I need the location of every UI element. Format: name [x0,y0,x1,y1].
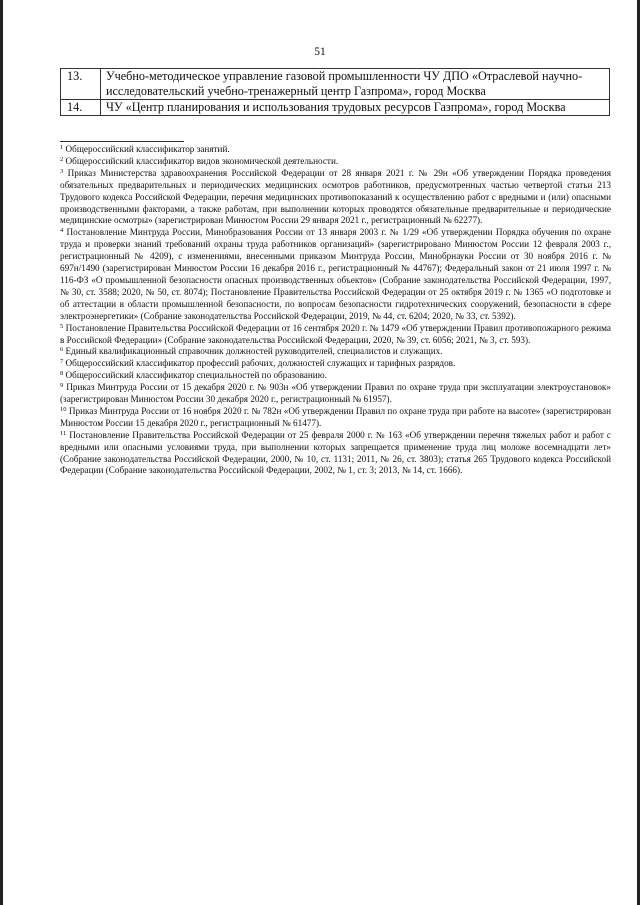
footnote-mark: 3 [60,167,64,175]
footnote [60,168,611,228]
footnote-text: Приказ Минтруда России от 16 ноября 2020 г. № 782н «Об утверждении Правил по охране труда при работе на высоте» (зарегистрирован Минюстом России 15 декабря 2020 г., регистрационный № 61477). [60,405,612,428]
row-number: 14. [61,100,101,116]
footnote-text: Приказ Министерства здравоохранения Российской Федерации от 28 января 2021 г. № 29н «Об утверждении Порядка проведения обязательных предварительных и периодических медицинских осмотров работников, предусмотренных частью четвертой статьи 213 Трудового кодекса Российской Федерации, перечня медицинских противопоказаний к осуществлению работ с вредными и (или) опасными производственными факторами, а также работам, при выполнении которых проводятся обязательные предварительные и периодические медицинские осмотры» (зарегистрирован Минюстом России 29 января 2021 г., регистрационный № 62277). [60,167,612,226]
table-row [61,100,610,116]
footnote [60,358,611,370]
organizations-table [60,68,610,116]
footnote-mark: 5 [60,322,64,330]
footnote-separator [60,141,184,142]
row-number: 13. [61,69,101,100]
row-text: ЧУ «Центр планирования и использования трудовых ресурсов Газпрома», город Москва [101,100,610,116]
footnote-text: Единый квалификационный справочник должностей руководителей, специалистов и служащих. [65,346,443,357]
footnote [60,430,611,478]
footnote [60,346,611,358]
footnote [60,406,611,430]
footnote-mark: 10 [60,405,67,413]
footnote [60,382,611,406]
footnote-mark: 6 [60,346,64,354]
footnote-mark: 9 [60,382,64,390]
footnote [60,323,611,347]
footnote-text: Постановление Правительства Российской Федерации от 25 февраля 2000 г. № 163 «Об утверждении перечня тяжелых работ и работ с вредными или опасными условиями труда, при выполнении которых запрещается применение труда лиц моложе восемнадцати лет» (Собрание законодательства Российской Федерации, 2000, № 10, ст. 1131; 2011, № 26, ст. 3803); статья 265 Трудового кодекса Российской Федерации (Собрание законодательства Российской Федерации, 2002, № 1, ст. 3; 2013, № 14, ст. 1666). [60,429,611,476]
footnote-mark: 1 [60,144,64,151]
row-text: Учебно-методическое управление газовой промышленности ЧУ ДПО «Отраслевой научно-исследовательский учебно-тренажерный центр Газпрома», город Москва [101,69,610,100]
footnote-text: Общероссийский классификатор специальностей по образованию. [65,370,327,381]
footnote-text: Постановление Минтруда России, Минобразования России от 13 января 2003 г. № 1/29 «Об утверждении Порядка обучения по охране труда и проверки знаний требований охраны труда работников организаций» (зарегистрировано Минюстом России 12 февраля 2003 г., регистрационный № 4209), с изменениями, внесенными приказом Минтруда России, Минобрнауки России от 30 ноября 2016 г. № 697н/1490 (зарегистрирован Минюстом России 16 декабря 2016 г., регистрационный № 44767); Федеральный закон от 21 июля 1997 г. № 116-ФЗ «О промышленной безопасности опасных производственных объектов» (Собрание законодательства Российской Федерации, 1997, № 30, ст. 3588; 2020, № 50, ст. 8074); Постановление Правительства Российской Федерации от 25 октября 2019 г. № 1365 «О подготовке и об аттестации в области промышленной безопасности, по вопросам безопасности гидротехнических сооружений, безопасности в сфере электроэнергетики» (Собрание законодательства Российской Федерации, 2019, № 44, ст. 6204; 2020, № 33, ст. 5392). [60,227,612,321]
footnote-text: Постановление Правительства Российской Федерации от 16 сентября 2020 г. № 1479 «Об утверждении Правил противопожарного режима в Российской Федерации» (Собрание законодательства Российской Федерации, 2020, № 39, ст. 6056; 2021, № 3, ст. 593). [60,322,612,345]
footnotes [60,144,611,477]
footnote-mark: 11 [60,429,67,437]
table-row [61,69,610,100]
footnote-mark: 4 [60,227,64,235]
footnote [60,227,611,322]
footnote-text: Общероссийский классификатор видов экономической деятельности. [65,155,339,166]
page-number: 51 [314,46,326,58]
scan-edge-left [0,0,3,905]
footnote-text: Общероссийский классификатор профессий рабочих, должностей служащих и тарифных разрядов. [65,358,456,369]
footnote [60,144,611,156]
footnote-mark: 8 [60,370,64,378]
footnote-text: Приказ Минтруда России от 15 декабря 2020 г. № 903н «Об утверждении Правил по охране труда при эксплуатации электроустановок» (зарегистрирован Минюстом России 30 декабря 2020 г., регистрационный № 61957). [60,382,611,405]
footnote-mark: 2 [60,155,64,163]
footnote [60,156,611,168]
footnote-mark: 7 [60,358,64,366]
footnote [60,370,611,382]
footnote-text: Общероссийский классификатор занятий. [65,144,230,154]
